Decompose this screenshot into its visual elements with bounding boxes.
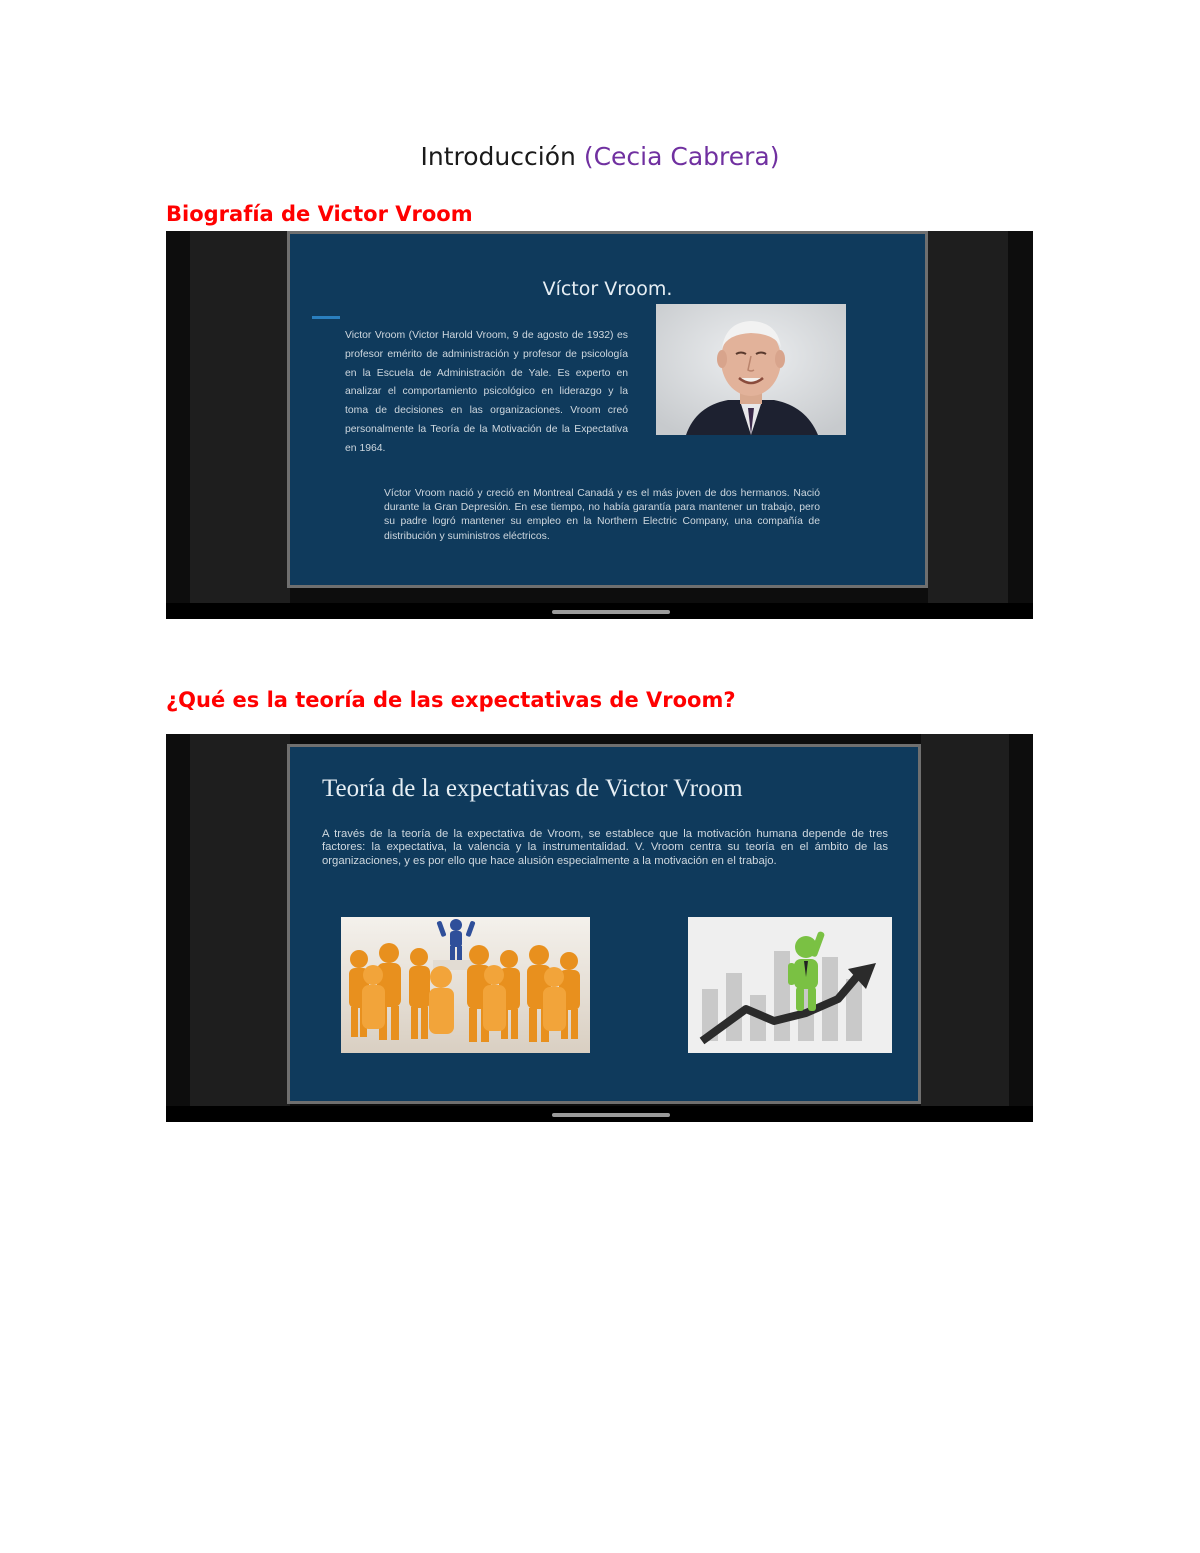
portrait-photo	[656, 304, 846, 435]
slide-paragraph-theory: A través de la teoría de la expectativa de Vroom, se establece que la motivación humana depende de tres factores: la expectativa, la valencia y la instrumentalidad. V. Vroom centra su teoría en el ámbito de las organizaciones, y es por ello que hace alusión especialmente a la motivación en el trabajo.	[322, 828, 888, 867]
author-name: (Cecia Cabrera)	[583, 142, 780, 171]
slide-screenshot-biography	[166, 231, 1033, 619]
accent-line	[312, 316, 340, 319]
slide-biography	[287, 231, 928, 588]
growth-chart-figure-illustration	[688, 917, 892, 1053]
crowd-figures-image	[341, 917, 590, 1053]
crowd-figures-illustration	[341, 917, 590, 1053]
slide-title: Víctor Vroom.	[542, 278, 673, 300]
slide-paragraph-bio: Victor Vroom (Victor Harold Vroom, 9 de agosto de 1932) es profesor emérito de administración y profesor de psicología en la Escuela de Administración de Yale. Es experto en analizar el comportamiento psicológico en liderazgo y la toma de decisiones en las organizaciones. Vroom creó personalmente la Teoría de la Motivación de la Expectativa en 1964.	[345, 330, 628, 454]
slide-title: Teoría de la expectativas de Victor Vroom	[322, 775, 743, 802]
title-text: Introducción	[420, 142, 576, 171]
home-indicator	[552, 610, 670, 614]
section-heading-biography: Biografía de Victor Vroom	[166, 202, 473, 226]
right-strip	[921, 734, 1009, 1106]
slide-paragraph-origin: Víctor Vroom nació y creció en Montreal Canadá y es el más joven de dos hermanos. Nació durante la Gran Depresión. En ese tiempo, no había garantía para mantener un trabajo, pero su padre logró mantener su empleo en la Northern Electric Company, una compañía de distribución y suministros eléctricos.	[384, 488, 820, 542]
document-title	[0, 142, 1200, 171]
right-strip	[928, 231, 1008, 603]
left-strip	[190, 231, 290, 603]
growth-chart-image	[688, 917, 892, 1053]
left-strip	[190, 734, 290, 1106]
slide-screenshot-theory	[166, 734, 1033, 1122]
home-indicator	[552, 1113, 670, 1117]
slide-theory	[287, 744, 921, 1104]
portrait-illustration	[656, 304, 846, 435]
section-heading-theory: ¿Qué es la teoría de las expectativas de Vroom?	[166, 688, 736, 712]
